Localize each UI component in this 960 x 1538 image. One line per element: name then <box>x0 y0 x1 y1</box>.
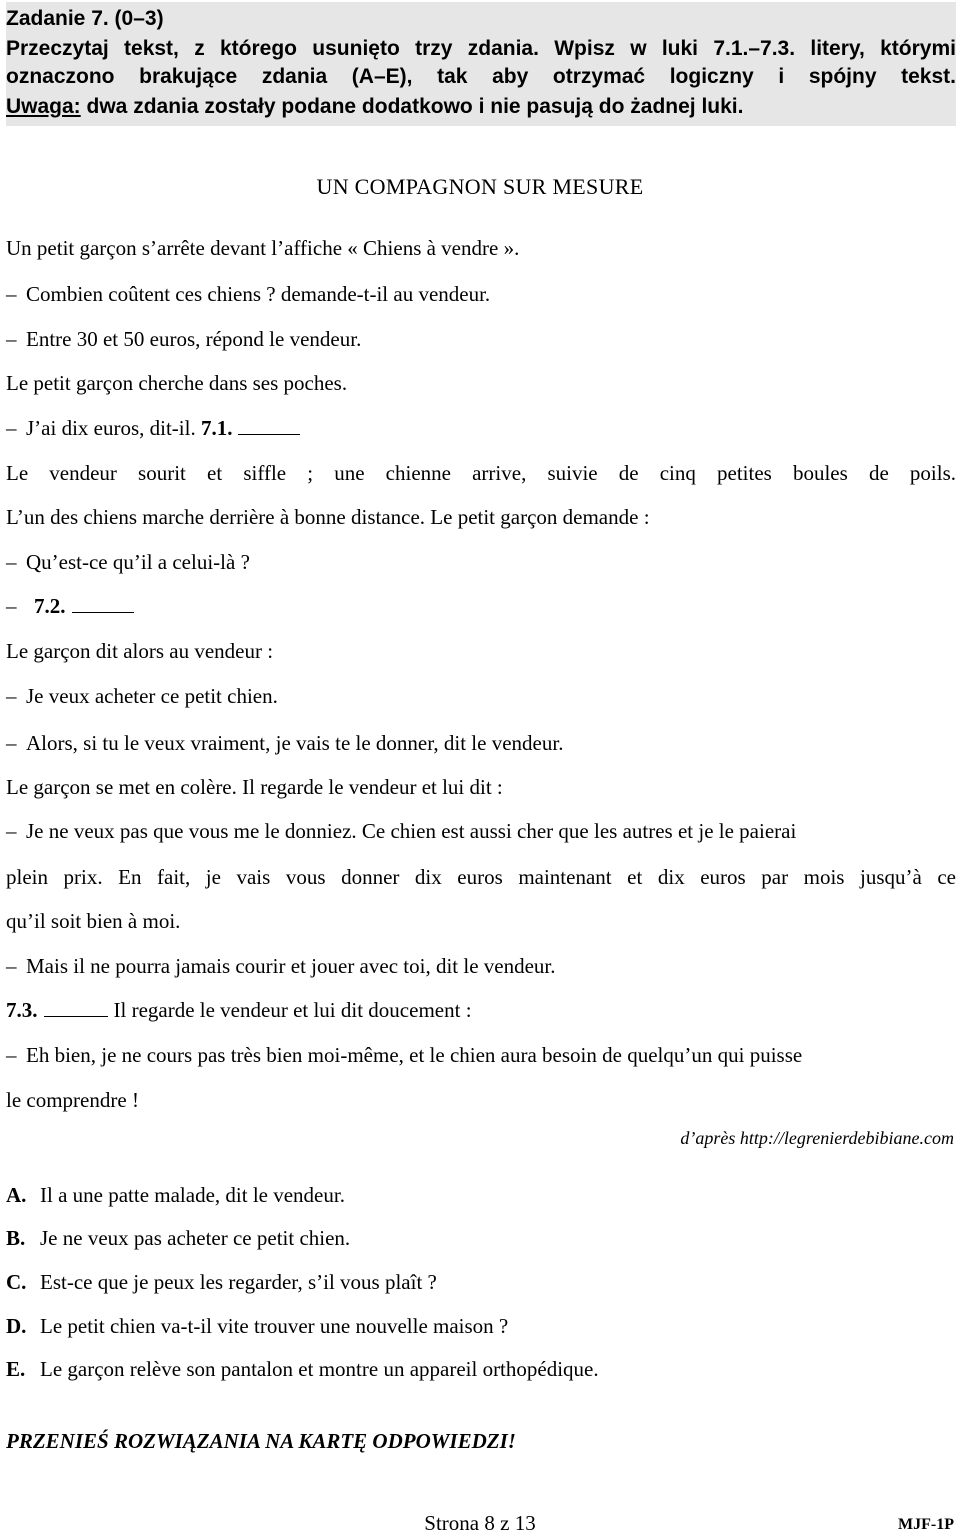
option-b: B. Je ne veux pas acheter ce petit chien. <box>6 1226 351 1250</box>
option-a: A. Il a une patte malade, dit le vendeur. <box>6 1183 345 1207</box>
text-line: qu’il soit bien à moi. <box>6 909 181 933</box>
dialogue-line: – Je veux acheter ce petit chien. <box>6 684 278 708</box>
dialogue-line: – Qu’est-ce qu’il a celui-là ? <box>6 550 250 574</box>
text-line: L’un des chiens marche derrière à bonne distance. Le petit garçon demande : <box>6 505 650 529</box>
dialogue-line: – Je ne veux pas que vous me le donniez. Ce chien est aussi cher que les autres et je le paierai <box>6 819 797 843</box>
page-number: Strona 8 z 13 <box>424 1511 536 1535</box>
dialogue-line: – Eh bien, je ne cours pas très bien moi-même, et le chien aura besoin de quelqu’un qui puisse <box>6 1043 803 1067</box>
text-line: Le petit garçon cherche dans ses poches. <box>6 371 348 395</box>
dialogue-line: – J’ai dix euros, dit-il. 7.1. <box>6 413 956 443</box>
gap-7-3-blank[interactable] <box>44 998 108 1017</box>
option-e: E. Le garçon relève son pantalon et montre un appareil orthopédique. <box>6 1357 599 1381</box>
text-line: Un petit garçon s’arrête devant l’affiche « Chiens à vendre ». <box>6 236 520 260</box>
gap-7-2-blank[interactable] <box>72 594 134 613</box>
text-line: Le garçon dit alors au vendeur : <box>6 639 274 663</box>
task-instruction-line-2: oznaczono brakujące zdania (A–E), tak aby otrzymać logiczny i spójny tekst. <box>6 65 956 88</box>
text-line: le comprendre ! <box>6 1088 139 1112</box>
option-c: C. Est-ce que je peux les regarder, s’il vous plaît ? <box>6 1270 437 1294</box>
text-line: 7.3. Il regarde le vendeur et lui dit doucement : <box>6 998 472 1022</box>
note-text: dwa zdania zostały podane dodatkowo i nie pasują do żadnej luki. <box>80 95 744 118</box>
transfer-answers-note: PRZENIEŚ ROZWIĄZANIA NA KARTĘ ODPOWIEDZI! <box>6 1429 516 1453</box>
text-title: UN COMPAGNON SUR MESURE <box>316 174 644 199</box>
dialogue-line: – Entre 30 et 50 euros, répond le vendeur. <box>6 327 362 351</box>
dialogue-line: – 7.2. <box>6 591 956 621</box>
task-instruction-line-1: Przeczytaj tekst, z którego usunięto trzy zdania. Wpisz w luki 7.1.–7.3. litery, którymi <box>6 37 956 60</box>
exam-code: MJF-1P <box>898 1516 954 1533</box>
option-d: D. Le petit chien va-t-il vite trouver une nouvelle maison ? <box>6 1314 509 1338</box>
note-label: Uwaga: <box>6 95 81 118</box>
text-line: Le vendeur sourit et siffle ; une chienne arrive, suivie de cinq petites boules de poils. <box>6 461 956 485</box>
task-note <box>6 92 956 122</box>
gap-7-2-label: 7.2. <box>34 594 66 618</box>
text-line: plein prix. En fait, je vais vous donner dix euros maintenant et dix euros par mois jusqu’à ce <box>6 865 956 889</box>
dialogue-line: – Combien coûtent ces chiens ? demande-t-il au vendeur. <box>6 282 491 306</box>
gap-7-1-label: 7.1. <box>200 416 233 440</box>
gap-7-1-blank[interactable] <box>238 416 300 435</box>
text-line: Le garçon se met en colère. Il regarde le vendeur et lui dit : <box>6 775 503 799</box>
dialogue-line: – Mais il ne pourra jamais courir et jouer avec toi, dit le vendeur. <box>6 954 556 978</box>
source-citation: d’après http://legrenierdebibiane.com <box>680 1128 954 1148</box>
dialogue-line: – Alors, si tu le veux vraiment, je vais te le donner, dit le vendeur. <box>6 731 564 755</box>
task-number: Zadanie 7. (0–3) <box>6 7 164 30</box>
gap-7-3-label: 7.3. <box>6 998 38 1022</box>
